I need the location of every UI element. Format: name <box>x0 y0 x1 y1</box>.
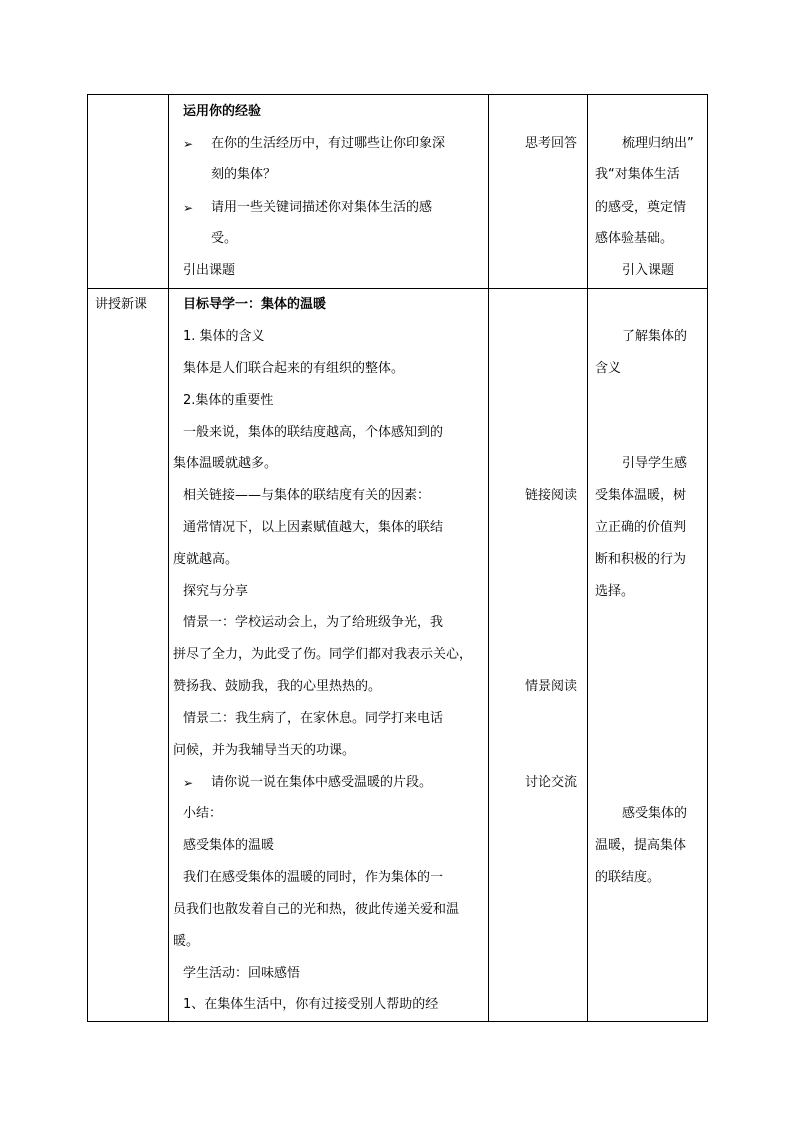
activity-text: 讨论交流 <box>525 775 578 790</box>
intent-text: 含义 <box>595 361 622 376</box>
bullet-text: 请你说一说在集体中感受温暖的片段。 <box>211 775 433 790</box>
activity-cell <box>489 289 588 1022</box>
intent-cell <box>588 95 708 289</box>
intent-cell <box>588 289 708 1022</box>
paragraph-text: 情景一：学校运动会上，为了给班级争光，我 <box>183 615 444 630</box>
intent-text: 受集体温暖，树 <box>595 488 687 503</box>
content-cell <box>169 95 489 289</box>
intent-text: 了解集体的 <box>622 329 688 344</box>
paragraph-text: 我们在感受集体的温暖的同时，作为集体的一 <box>183 870 444 885</box>
table-row <box>88 95 708 289</box>
intent-text: 温暖，提高集体 <box>595 838 687 853</box>
paragraph-text: 拼尽了全力，为此受了伤。同学们都对我表示关心， <box>173 647 473 662</box>
activity-text: 思考回答 <box>525 136 578 151</box>
paragraph-text: 员我们也散发着自己的光和热，彼此传递关爱和温 <box>173 902 460 917</box>
activity-text: 链接阅读 <box>525 488 578 503</box>
paragraph-text: 集体温暖就越多。 <box>173 456 278 471</box>
intent-text: 梳理归纳出” <box>622 136 694 151</box>
section-cell-empty <box>88 95 169 289</box>
table-row <box>88 289 708 1022</box>
intent-text: 的感受，奠定情 <box>595 200 687 215</box>
bullet-arrow-icon: ➢ <box>183 776 194 790</box>
paragraph-text: 探究与分享 <box>183 584 249 599</box>
intent-text: 的联结度。 <box>595 870 661 885</box>
paragraph-text: 问候，并为我辅导当天的功课。 <box>173 743 356 758</box>
section-label: 讲授新课 <box>95 297 148 312</box>
paragraph-text: 度就越高。 <box>173 552 239 567</box>
paragraph-text: 感受集体的温暖 <box>183 838 275 853</box>
paragraph-text: 1、在集体生活中，你有过接受别人帮助的经 <box>183 997 439 1012</box>
intent-text: 我“对集体生活 <box>595 167 680 182</box>
intent-text: 感受集体的 <box>622 806 688 821</box>
section-heading: 目标导学一：集体的温暖 <box>183 297 327 312</box>
content-cell <box>169 289 489 1022</box>
paragraph-text: 学生活动：回味感悟 <box>183 966 301 981</box>
intent-text: 引导学生感 <box>622 456 688 471</box>
bullet-arrow-icon: ➢ <box>183 137 194 151</box>
paragraph-text: 一般来说，集体的联结度越高，个体感知到的 <box>183 425 444 440</box>
bullet-text: 受。 <box>211 231 238 246</box>
activity-text: 情景阅读 <box>525 679 578 694</box>
paragraph-text: 2.集体的重要性 <box>183 393 274 408</box>
paragraph-text: 赞扬我、鼓励我，我的心里热热的。 <box>173 679 382 694</box>
bullet-text: 请用一些关键词描述你对集体生活的感 <box>211 200 433 215</box>
paragraph-text: 1. 集体的含义 <box>183 329 265 344</box>
lesson-plan-table <box>87 94 708 1022</box>
intent-text: 选择。 <box>595 584 635 599</box>
intent-text: 引入课题 <box>622 263 675 278</box>
activity-cell <box>489 95 588 289</box>
section-heading: 运用你的经验 <box>183 104 262 119</box>
paragraph-text: 通常情况下，以上因素赋值越大，集体的联结 <box>183 520 444 535</box>
intent-text: 断和积极的行为 <box>595 552 687 567</box>
paragraph-text: 情景二：我生病了，在家休息。同学打来电话 <box>183 711 444 726</box>
intent-text: 立正确的价值判 <box>595 520 687 535</box>
paragraph-text: 暖。 <box>173 934 200 949</box>
bullet-arrow-icon: ➢ <box>183 201 194 215</box>
section-cell <box>88 289 169 1022</box>
paragraph-text: 引出课题 <box>183 263 236 278</box>
bullet-text: 在你的生活经历中，有过哪些让你印象深 <box>211 136 446 151</box>
paragraph-text: 集体是人们联合起来的有组织的整体。 <box>183 361 405 376</box>
paragraph-text: 相关链接——与集体的联结度有关的因素： <box>183 488 431 503</box>
bullet-text: 刻的集体？ <box>211 167 277 182</box>
paragraph-text: 小结： <box>183 806 223 821</box>
intent-text: 感体验基础。 <box>595 231 674 246</box>
